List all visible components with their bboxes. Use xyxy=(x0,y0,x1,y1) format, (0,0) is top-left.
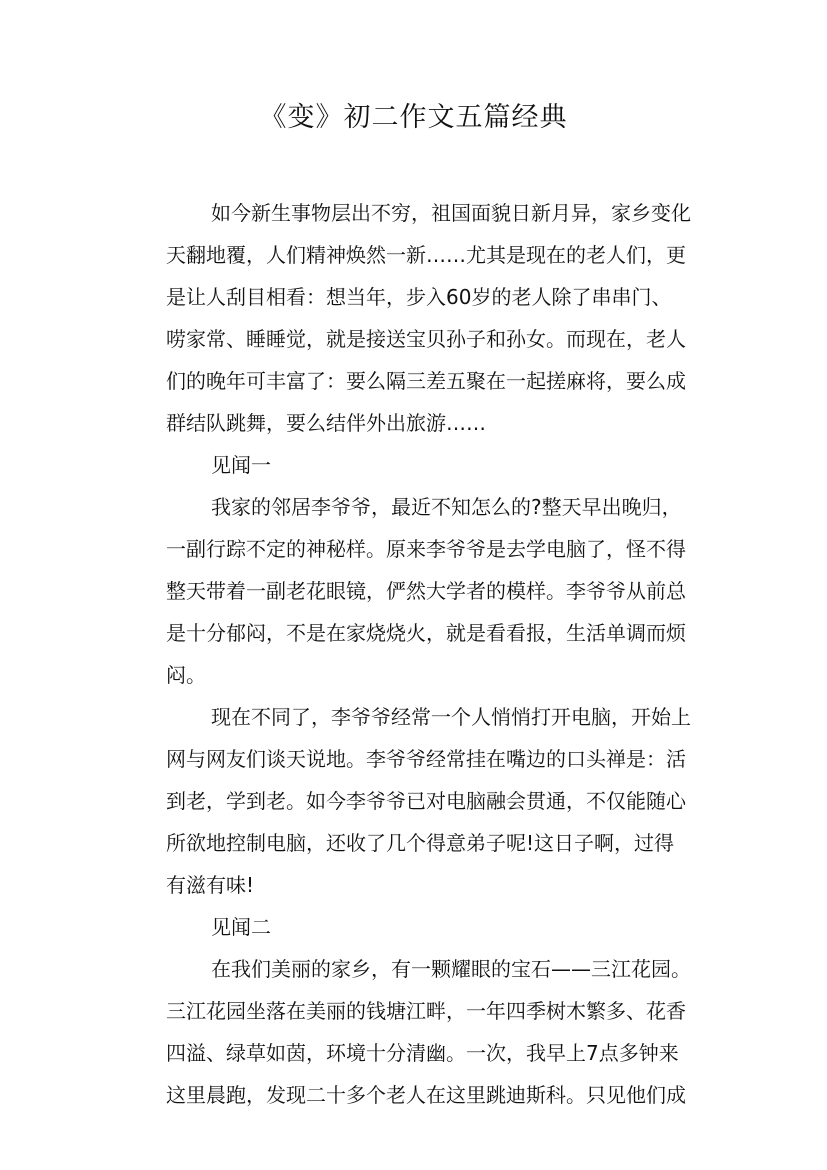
text-line: 四溢、绿草如茵，环境十分清幽。一次，我早上7点多钟来 xyxy=(166,1041,679,1065)
text-line: 整天带着一副老花眼镜，俨然大学者的模样。李爷爷从前总 xyxy=(166,579,686,603)
text-line: 在我们美丽的家乡，有一颗耀眼的宝石——三江花园。 xyxy=(211,957,691,981)
text-line: 唠家常、睡睡觉，就是接送宝贝孙子和孙女。而现在，老人 xyxy=(166,327,686,351)
text-line: 现在不同了，李爷爷经常一个人悄悄打开电脑，开始上 xyxy=(211,705,691,729)
text-line: 们的晚年可丰富了：要么隔三差五聚在一起搓麻将，要么成 xyxy=(166,369,686,393)
text-line: 我家的邻居李爷爷，最近不知怎么的?整天早出晚归， xyxy=(211,495,682,519)
section-heading xyxy=(126,444,710,486)
text-line: 所欲地控制电脑，还收了几个得意弟子呢!这日子啊，过得 xyxy=(166,831,675,855)
text-line: 见闻二 xyxy=(211,915,271,939)
text-line: 有滋有味! xyxy=(166,873,255,897)
body-paragraph xyxy=(126,948,710,1116)
text-line: 天翻地覆，人们精神焕然一新……尤其是现在的老人们，更 xyxy=(166,243,686,267)
document-title: 《变》初二作文五篇经典 xyxy=(259,102,568,133)
text-line: 到老，学到老。如今李爷爷已对电脑融会贯通，不仅能随心 xyxy=(166,789,686,813)
text-line: 是十分郁闷，不是在家烧烧火，就是看看报，生活单调而烦 xyxy=(166,621,686,645)
text-line: 是让人刮目相看：想当年，步入60岁的老人除了串串门、 xyxy=(166,285,672,309)
section-heading xyxy=(126,906,710,948)
document-body xyxy=(126,192,710,1116)
text-line: 见闻一 xyxy=(211,453,271,477)
body-paragraph xyxy=(126,696,710,906)
text-line: 这里晨跑，发现二十多个老人在这里跳迪斯科。只见他们成 xyxy=(166,1083,686,1107)
text-line: 三江花园坐落在美丽的钱塘江畔，一年四季树木繁多、花香 xyxy=(166,999,686,1023)
body-paragraph xyxy=(126,192,710,444)
text-line: 一副行踪不定的神秘样。原来李爷爷是去学电脑了，怪不得 xyxy=(166,537,686,561)
text-line: 如今新生事物层出不穷，祖国面貌日新月异，家乡变化 xyxy=(211,201,691,225)
text-line: 网与网友们谈天说地。李爷爷经常挂在嘴边的口头禅是：活 xyxy=(166,747,686,771)
text-line: 群结队跳舞，要么结伴外出旅游…… xyxy=(166,411,486,435)
body-paragraph xyxy=(126,486,710,696)
text-line: 闷。 xyxy=(166,663,206,687)
